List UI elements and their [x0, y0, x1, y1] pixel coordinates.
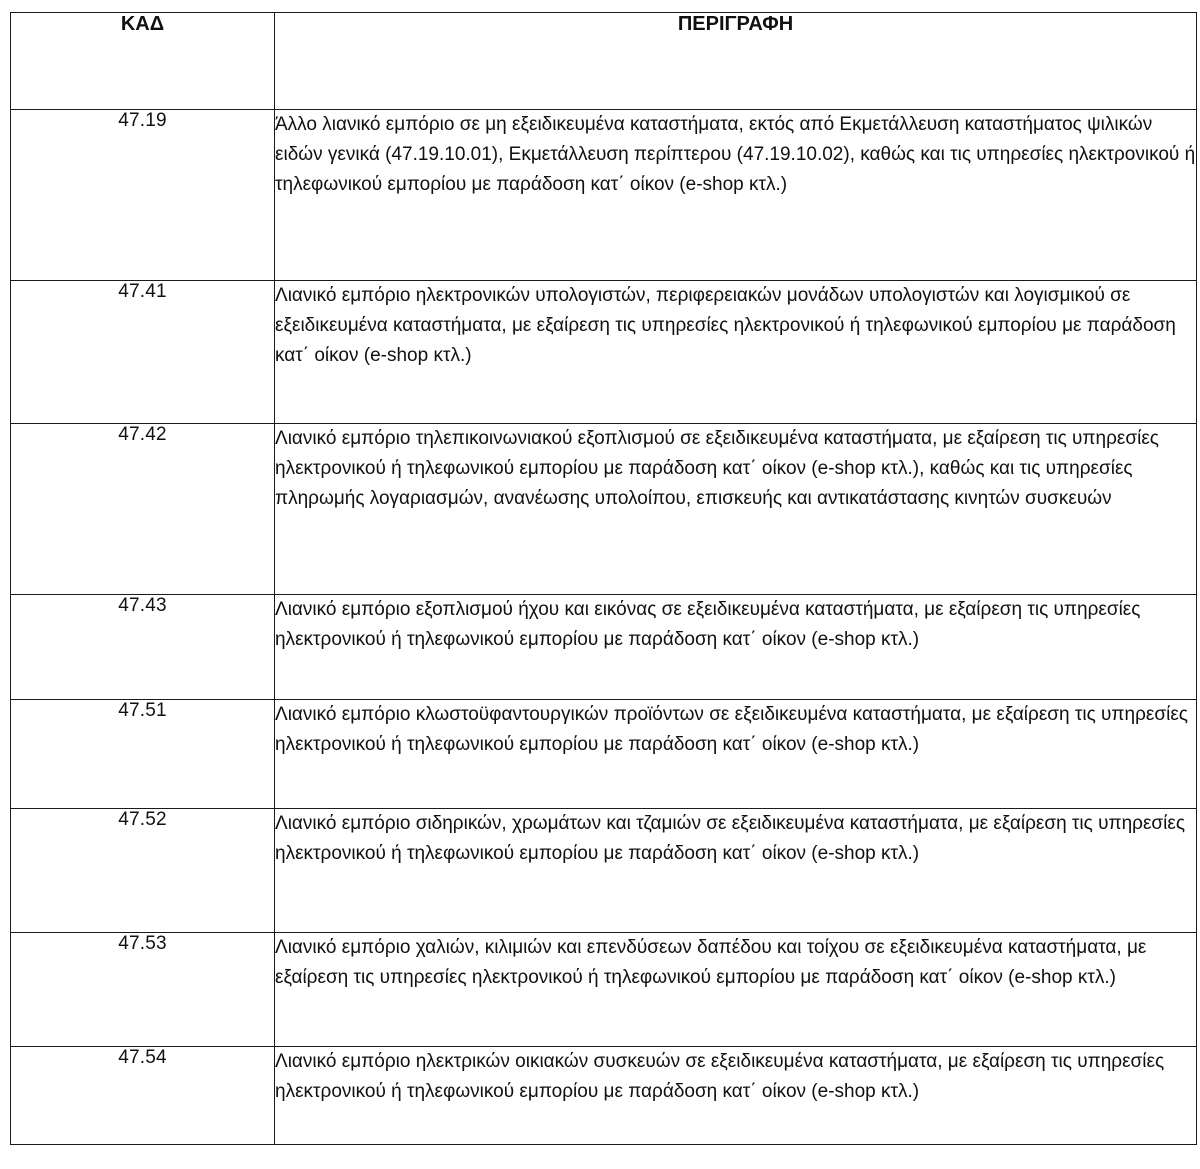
kad-code-cell: 47.41	[11, 281, 275, 424]
description-cell: Λιανικό εμπόριο εξοπλισμού ήχου και εικόνας σε εξειδικευμένα καταστήματα, με εξαίρεση τις υπηρεσίες ηλεκτρονικού ή τηλεφωνικού εμπορίου με παράδοση κατ΄ οίκον (e-shop κτλ.)	[275, 595, 1197, 700]
column-header-description: ΠΕΡΙΓΡΑΦΗ	[275, 13, 1197, 110]
description-cell: Λιανικό εμπόριο κλωστοϋφαντουργικών προϊόντων σε εξειδικευμένα καταστήματα, με εξαίρεση τις υπηρεσίες ηλεκτρονικού ή τηλεφωνικού εμπορίου με παράδοση κατ΄ οίκον (e-shop κτλ.)	[275, 700, 1197, 809]
table-row	[11, 809, 1197, 933]
kad-code-cell: 47.43	[11, 595, 275, 700]
description-cell: Λιανικό εμπόριο σιδηρικών, χρωμάτων και τζαμιών σε εξειδικευμένα καταστήματα, με εξαίρεση τις υπηρεσίες ηλεκτρονικού ή τηλεφωνικού εμπορίου με παράδοση κατ΄ οίκον (e-shop κτλ.)	[275, 809, 1197, 933]
kad-code-cell: 47.51	[11, 700, 275, 809]
table-row	[11, 281, 1197, 424]
kad-code-cell: 47.52	[11, 809, 275, 933]
kad-code-cell: 47.19	[11, 110, 275, 281]
kad-code-cell: 47.53	[11, 933, 275, 1047]
kad-code-cell: 47.54	[11, 1047, 275, 1145]
table-row	[11, 595, 1197, 700]
table-row	[11, 700, 1197, 809]
table-header-row	[11, 13, 1197, 110]
column-header-code: ΚΑΔ	[11, 13, 275, 110]
description-cell: Λιανικό εμπόριο ηλεκτρονικών υπολογιστών, περιφερειακών μονάδων υπολογιστών και λογισμικού σε εξειδικευμένα καταστήματα, με εξαίρεση τις υπηρεσίες ηλεκτρονικού ή τηλεφωνικού εμπορίου με παράδοση κατ΄ οίκον (e-shop κτλ.)	[275, 281, 1197, 424]
description-cell: Λιανικό εμπόριο ηλεκτρικών οικιακών συσκευών σε εξειδικευμένα καταστήματα, με εξαίρεση τις υπηρεσίες ηλεκτρονικού ή τηλεφωνικού εμπορίου με παράδοση κατ΄ οίκον (e-shop κτλ.)	[275, 1047, 1197, 1145]
description-cell: Λιανικό εμπόριο τηλεπικοινωνιακού εξοπλισμού σε εξειδικευμένα καταστήματα, με εξαίρεση τις υπηρεσίες ηλεκτρονικού ή τηλεφωνικού εμπορίου με παράδοση κατ΄ οίκον (e-shop κτλ.), καθώς και τις υπηρεσίες πληρωμής λογαριασμών, ανανέωσης υπολοίπου, επισκευής και αντικατάστασης κινητών συσκευών	[275, 424, 1197, 595]
table-row	[11, 110, 1197, 281]
table-row	[11, 933, 1197, 1047]
description-cell: Λιανικό εμπόριο χαλιών, κιλιμιών και επενδύσεων δαπέδου και τοίχου σε εξειδικευμένα καταστήματα, με εξαίρεση τις υπηρεσίες ηλεκτρονικού ή τηλεφωνικού εμπορίου με παράδοση κατ΄ οίκον (e-shop κτλ.)	[275, 933, 1197, 1047]
table-row	[11, 1047, 1197, 1145]
table-row	[11, 424, 1197, 595]
kad-code-cell: 47.42	[11, 424, 275, 595]
description-cell: Άλλο λιανικό εμπόριο σε μη εξειδικευμένα καταστήματα, εκτός από Εκμετάλλευση καταστήματος ψιλικών ειδών γενικά (47.19.10.01), Εκμετάλλευση περίπτερου (47.19.10.02), καθώς και τις υπηρεσίες ηλεκτρονικού ή τηλεφωνικού εμπορίου με παράδοση κατ΄ οίκον (e-shop κτλ.)	[275, 110, 1197, 281]
kad-table	[10, 12, 1197, 1145]
